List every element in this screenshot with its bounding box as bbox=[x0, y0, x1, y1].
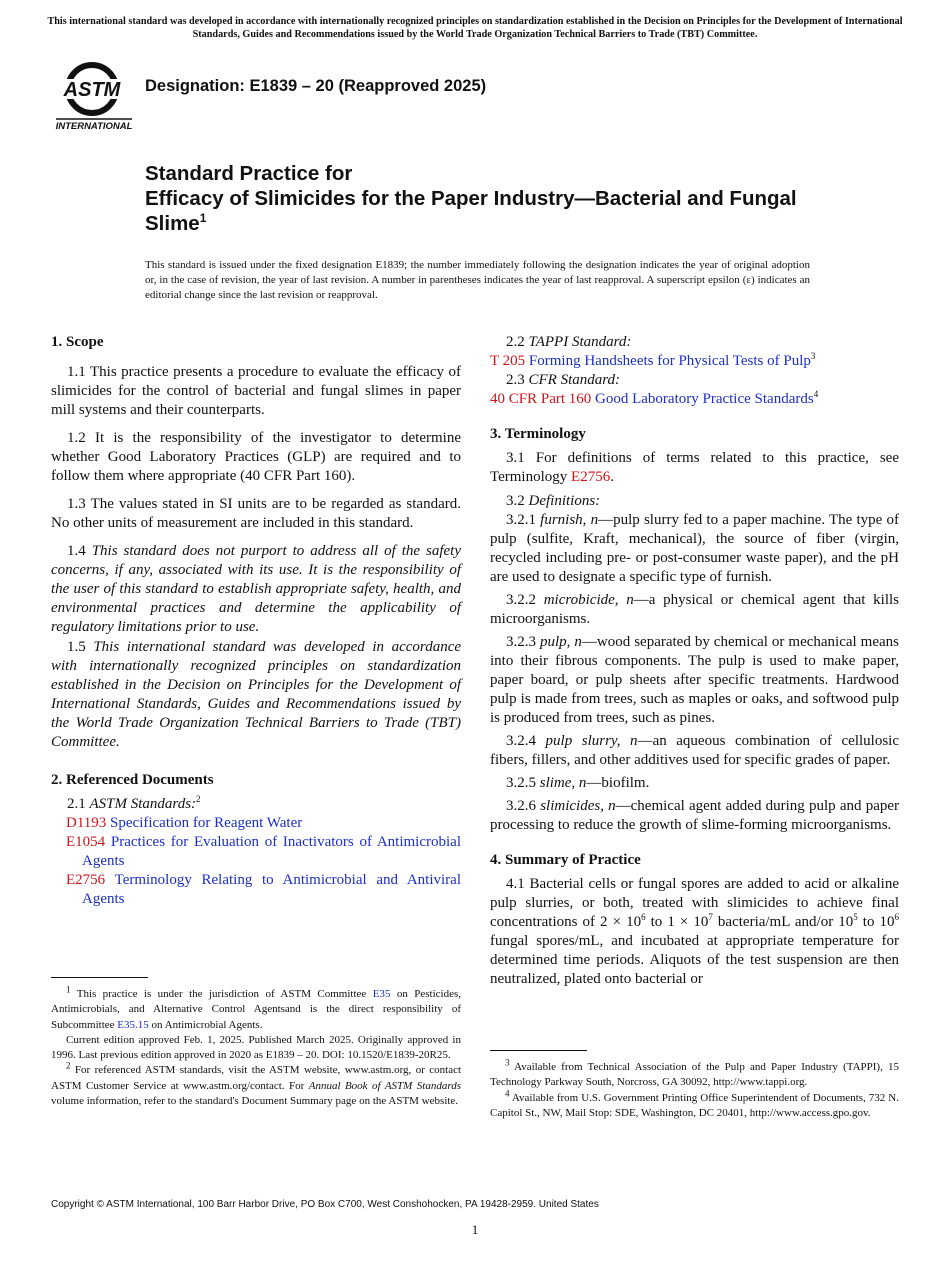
ref-code[interactable]: D1193 bbox=[66, 815, 107, 831]
scope-1-5 bbox=[51, 638, 461, 752]
definitions-text: Definitions: bbox=[528, 493, 601, 509]
ref-title[interactable]: Practices for Evaluation of Inactivators of Antimicrobial Agents bbox=[82, 834, 461, 869]
terminology-e2756-link[interactable]: E2756 bbox=[571, 469, 611, 485]
tappi-standard-label bbox=[490, 333, 899, 352]
logo-word: INTERNATIONAL bbox=[55, 121, 133, 132]
ref-footnote-mark: 3 bbox=[810, 351, 816, 361]
copyright: Copyright © ASTM International, 100 Barr Harbor Drive, PO Box C700, West Conshohocken, PA 19428-2959. United States bbox=[51, 1199, 599, 1210]
definition-term: pulp slurry, n bbox=[545, 733, 638, 749]
summary-text-d: to 10 bbox=[857, 914, 895, 930]
definition-number: 3.2.2 bbox=[506, 592, 536, 608]
footnote-1-text-c: on Antimicrobial Agents. bbox=[148, 1018, 263, 1031]
definition-term: pulp, n bbox=[539, 634, 582, 650]
terminology-3-1-text: 3.1 For definitions of terms related to this practice, see Terminology bbox=[490, 450, 899, 485]
footnote-4-text: Available from U.S. Government Printing Office Superintendent of Documents, 732 N. Capitol St., NW, Mail Stop: SDE, Washington, DC 20401, http://www.access.gpo.gov. bbox=[490, 1091, 899, 1119]
exponent: 5 bbox=[853, 912, 858, 922]
logo-brand: ASTM bbox=[63, 79, 121, 101]
definition-number: 3.2.5 bbox=[506, 775, 536, 791]
definition-pulp-slurry bbox=[490, 732, 899, 770]
cfr-number: 2.3 bbox=[506, 372, 525, 388]
definitions-number: 3.2 bbox=[506, 493, 525, 509]
footnote-2-mark: 2 bbox=[66, 1060, 71, 1071]
footnote-1-text-b: on Pesticides, Antimicrobials, and Alternative Control Agentsand is the direct responsibility of Subcommittee bbox=[51, 988, 461, 1031]
cfr-label: CFR Standard: bbox=[528, 372, 621, 388]
definition-pulp bbox=[490, 633, 899, 728]
footnote-4-mark: 4 bbox=[505, 1087, 510, 1098]
summary-4-1 bbox=[490, 875, 899, 989]
ref-code[interactable]: E1054 bbox=[66, 834, 106, 850]
top-notice: This international standard was developed in accordance with internationally recognized principles on standardization established in the Decision on Principles for the Development of International Standards, Guides and Recommendations issued by the World Trade Organization Technical Barriers to Trade (TBT) Committee. bbox=[47, 16, 903, 40]
astm-logo-graphic bbox=[52, 56, 136, 134]
subcommittee-link[interactable]: E35.15 bbox=[117, 1018, 149, 1031]
ref-e2756[interactable] bbox=[51, 871, 461, 909]
cfr-standard-label bbox=[490, 371, 899, 390]
scope-1-4-text: This standard does not purport to address all of the safety concerns, if any, associated with its use. It is the responsibility of the user of this standard to establish appropriate safety, health, and environmental practices and determine the applicability of regulatory limitations prior to use. bbox=[51, 543, 462, 635]
tappi-label: TAPPI Standard: bbox=[528, 334, 632, 350]
summary-text-b: to 1 × 10 bbox=[645, 914, 709, 930]
definition-term: slimicides, n bbox=[540, 798, 616, 814]
footnote-1-text-a: This practice is under the jurisdiction of ASTM Committee bbox=[76, 988, 373, 1000]
astm-standards-number: 2.1 bbox=[67, 796, 86, 812]
ref-e1054[interactable] bbox=[51, 833, 461, 871]
designation: Designation: E1839 – 20 (Reapproved 2025) bbox=[145, 77, 487, 95]
definition-text: —an aqueous combination of cellulosic fibers, fillers, and other additives used for specific grades of paper. bbox=[490, 733, 899, 768]
footnote-2-italic: Annual Book of ASTM Standards bbox=[308, 1079, 461, 1092]
footnote-3 bbox=[490, 1057, 899, 1091]
ref-title[interactable]: Specification for Reagent Water bbox=[110, 815, 303, 831]
summary-heading: 4. Summary of Practice bbox=[490, 852, 641, 868]
definition-number: 3.2.4 bbox=[506, 733, 536, 749]
title-footnote-mark: 1 bbox=[199, 211, 207, 226]
scope-1-5-text: This international standard was developed in accordance with internationally recognized principles on standardization established in the Decision on Principles for the Development of International Standards, Guides and Recommendations issued by the World Trade Organization Technical Barriers to Trade (TBT) Committee. bbox=[51, 639, 462, 750]
definition-slime bbox=[490, 774, 899, 793]
ref-footnote-mark: 4 bbox=[813, 389, 819, 399]
ref-title[interactable]: Forming Handsheets for Physical Tests of Pulp bbox=[528, 353, 811, 369]
definition-slimicides bbox=[490, 797, 899, 835]
footnote-1-mark: 1 bbox=[66, 984, 71, 995]
astm-standards-mark: 2 bbox=[196, 794, 201, 804]
definition-term: slime, n bbox=[539, 775, 587, 791]
exponent: 7 bbox=[708, 912, 713, 922]
scope-1-4 bbox=[51, 542, 461, 637]
definitions-label bbox=[490, 492, 899, 511]
right-column bbox=[490, 333, 899, 989]
definition-text: —pulp slurry fed to a paper machine. The type of pulp (sulfite, Kraft, mechanical), the source of fiber (virgin, recycled including pre- or post-consumer waste paper), and the pH are used to designate a specific type of furnish. bbox=[490, 512, 899, 585]
scope-1-5-number: 1.5 bbox=[67, 639, 86, 655]
title-line-1: Standard Practice for bbox=[145, 162, 353, 185]
scope-heading: 1. Scope bbox=[51, 334, 104, 350]
scope-1-2: 1.2 It is the responsibility of the investigator to determine whether Good Laboratory Practices (GLP) are required and to follow them where appropriate (40 CFR Part 160). bbox=[51, 430, 461, 484]
definition-text: —chemical agent added during pulp and paper processing to reduce the growth of slime-forming microorganisms. bbox=[490, 798, 900, 833]
footnote-1-edition: Current edition approved Feb. 1, 2025. Published March 2025. Originally approved in 1996. Last previous edition approved in 2020 as E1839 – 20. DOI: 10.1520/E1839-20R25. bbox=[51, 1033, 461, 1062]
referenced-documents-heading: 2. Referenced Documents bbox=[51, 772, 214, 788]
ref-code[interactable]: E2756 bbox=[66, 872, 106, 888]
summary-text-c: bacteria/mL and/or 10 bbox=[712, 914, 854, 930]
committee-link[interactable]: E35 bbox=[372, 988, 391, 1000]
astm-standards-text: ASTM Standards: bbox=[89, 796, 197, 812]
footnote-2-text-b: volume information, refer to the standard's Document Summary page on the ASTM website. bbox=[51, 1095, 459, 1108]
page-number: 1 bbox=[471, 1222, 479, 1237]
document-title bbox=[145, 161, 845, 236]
exponent: 6 bbox=[641, 912, 646, 922]
scope-1-4-number: 1.4 bbox=[67, 543, 86, 559]
ref-code[interactable]: 40 CFR Part 160 bbox=[490, 391, 592, 407]
tappi-number: 2.2 bbox=[506, 334, 525, 350]
left-column bbox=[51, 333, 461, 909]
exponent: 6 bbox=[894, 912, 899, 922]
summary-text-a: 4.1 Bacterial cells or fungal spores are added to acid or alkaline pulp slurries, or both, treated with slimicides to achieve final concentrations of 2 × 10 bbox=[490, 876, 899, 930]
astm-logo bbox=[52, 56, 136, 134]
scope-1-3: 1.3 The values stated in SI units are to be regarded as standard. No other units of measurement are included in this standard. bbox=[51, 496, 461, 531]
title-line-2: Efficacy of Slimicides for the Paper Industry—Bacterial and Fungal Slime bbox=[145, 187, 797, 235]
definition-microbicide bbox=[490, 591, 899, 629]
ref-title[interactable]: Terminology Relating to Antimicrobial and Antiviral Agents bbox=[82, 872, 461, 907]
scope-1-1: 1.1 This practice presents a procedure to evaluate the efficacy of slimicides for the control of bacterial and fungal slimes in paper mill systems and their counterparts. bbox=[51, 364, 461, 418]
footnote-divider-left bbox=[51, 977, 148, 978]
footnote-divider-right bbox=[490, 1050, 587, 1051]
footnote-4 bbox=[490, 1087, 899, 1122]
terminology-heading: 3. Terminology bbox=[490, 426, 586, 442]
definition-number: 3.2.1 bbox=[506, 512, 536, 528]
footnote-2-text-a: For referenced ASTM standards, visit the ASTM website, www.astm.org, or contact ASTM Customer Service at www.astm.org/contact. For bbox=[51, 1064, 462, 1092]
definition-text: —wood separated by chemical or mechanical means into their fibrous components. The pulp is used to make paper, paper board, or pulp sheets after specific treatments. Hardwood pulp is made from trees, such as maples or oaks, and softwood pulp is produced from trees, such as pines. bbox=[490, 634, 899, 726]
definition-term: microbicide, n bbox=[543, 592, 634, 608]
terminology-3-1-end: . bbox=[610, 469, 614, 485]
definition-text: —a physical or chemical agent that kills microorganisms. bbox=[490, 592, 900, 627]
ref-40cfr160[interactable] bbox=[490, 390, 899, 409]
definition-number: 3.2.6 bbox=[506, 798, 536, 814]
ref-d1193[interactable] bbox=[51, 814, 461, 833]
definition-term: furnish, n bbox=[540, 512, 599, 528]
ref-t205[interactable] bbox=[490, 352, 899, 371]
ref-code[interactable]: T 205 bbox=[490, 353, 526, 369]
footnotes-right bbox=[490, 1057, 899, 1121]
ref-title[interactable]: Good Laboratory Practice Standards bbox=[595, 391, 814, 407]
footnotes-left bbox=[51, 984, 462, 1109]
standard-note: This standard is issued under the fixed designation E1839; the number immediately following the designation indicates the year of original adoption or, in the case of revision, the year of last revision. A number in parentheses indicates the year of last reapproval. A superscript epsilon (ε) indicates an editorial change since the last revision or reapproval. bbox=[145, 259, 810, 301]
definition-number: 3.2.3 bbox=[506, 634, 536, 650]
summary-text-e: fungal spores/mL, and incubated at appropriate temperature for determined time periods. Aliquots of the test suspension are then neutralized, plated onto bacterial or bbox=[490, 933, 899, 987]
definition-text: —biofilm. bbox=[586, 775, 650, 791]
definition-furnish bbox=[490, 511, 899, 587]
footnote-2 bbox=[51, 1060, 462, 1109]
astm-standards-label bbox=[51, 795, 461, 814]
footnote-1 bbox=[51, 984, 461, 1033]
footnote-3-text: Available from Technical Association of the Pulp and Paper Industry (TAPPI), 15 Technology Parkway South, Norcross, GA 30092, http://www.tappi.org. bbox=[490, 1061, 899, 1089]
footnote-3-mark: 3 bbox=[505, 1057, 510, 1068]
terminology-3-1 bbox=[490, 449, 899, 487]
